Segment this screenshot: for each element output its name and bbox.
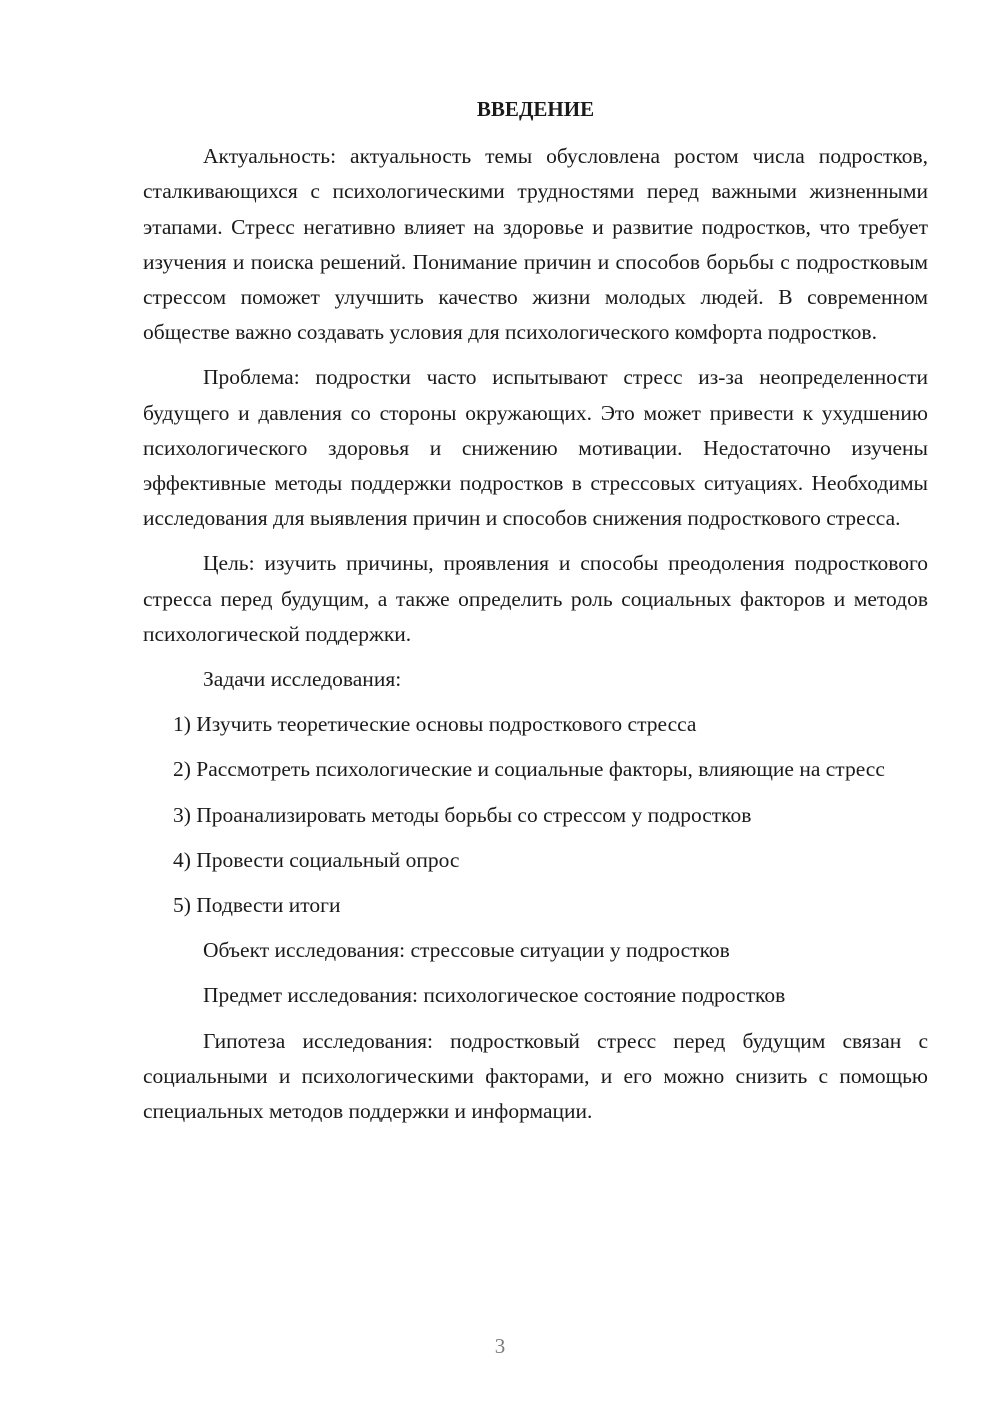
problem-paragraph: Проблема: подростки часто испытывают стресс из-за неопределенности будущего и давления со стороны окружающих. Это может привести к ухудшению психологического здоровья и снижению мотивации. Недостаточно изучены эффективные методы поддержки подростков в стрессовых ситуациях. Необходимы исследования для выявления причин и способов снижения подросткового стресса. [143,365,928,531]
task-item: 1) Изучить теоретические основы подросткового стресса [173,712,697,737]
object-paragraph: Объект исследования: стрессовые ситуации у подростков [203,938,730,963]
page-body [143,92,928,1139]
page-number: 3 [494,1334,506,1358]
tasks-heading: Задачи исследования: [203,667,402,692]
tasks-list [143,707,928,923]
hypothesis-paragraph: Гипотеза исследования: подростковый стресс перед будущим связан с социальными и психологическими факторами, и его можно снизить с помощью специальных методов поддержки и информации. [143,1028,928,1124]
task-item: 2) Рассмотреть психологические и социальные факторы, влияющие на стресс [173,757,885,782]
goal-paragraph: Цель: изучить причины, проявления и способы преодоления подросткового стресса перед будущим, а также определить роль социальных факторов и методов психологической поддержки. [143,551,928,646]
section-title: ВВЕДЕНИЕ [476,97,595,121]
subject-paragraph: Предмет исследования: психологическое состояние подростков [203,983,786,1008]
task-item: 4) Провести социальный опрос [173,847,460,872]
task-item: 5) Подвести итоги [173,893,341,918]
task-item: 3) Проанализировать методы борьбы со стрессом у подростков [173,802,752,827]
relevance-paragraph: Актуальность: актуальность темы обусловлена ростом числа подростков, сталкивающихся с психологическими трудностями перед важными жизненными этапами. Стресс негативно влияет на здоровье и развитие подростков, что требует изучения и поиска решений. Понимание причин и способов борьбы с подростковым стрессом поможет улучшить качество жизни молодых людей. В современном обществе важно создавать условия для психологического комфорта подростков. [143,144,928,345]
